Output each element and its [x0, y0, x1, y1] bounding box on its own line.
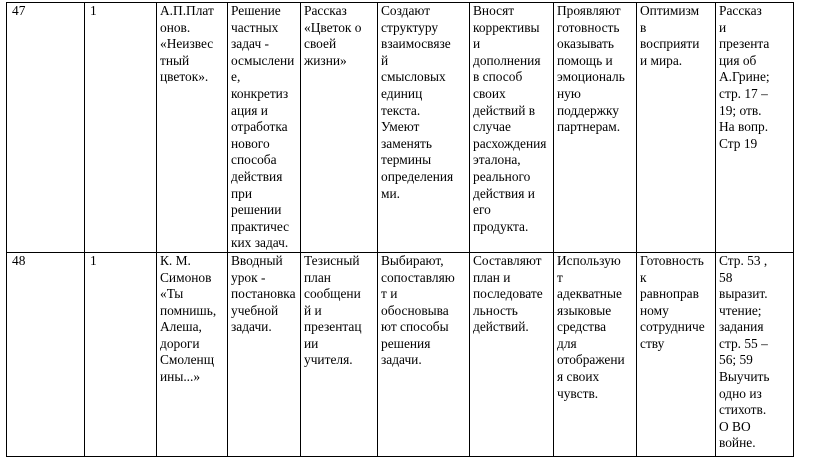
personal-outcome: Готовность к равноправ ному сотрудниче ству [640, 252, 705, 351]
communicative-cell [554, 3, 637, 253]
lesson-type-cell [228, 252, 301, 456]
lesson-plan-table [6, 2, 794, 457]
hours-count: 1 [90, 3, 97, 18]
homework-cell [716, 252, 794, 456]
communicative-cell [554, 252, 637, 456]
personal-cell [637, 3, 716, 253]
cognitive-outcome: Создают структуру взаимосвязе й смысловых единиц текста. Умеют заменять термины определения ми. [381, 3, 454, 201]
lesson-type: Вводный урок - постановка учебной задачи. [231, 252, 296, 335]
lesson-number-cell [7, 252, 85, 456]
personal-cell [637, 252, 716, 456]
lesson-type-cell [228, 3, 301, 253]
homework-text: Стр. 53 , 58 выразит. чтение; задания стр. 55 – 56; 59 Выучить одно из стихотв. О ВО войне. [719, 252, 770, 451]
lesson-activity: Тезисный план сообщени й и презентац ии учителя. [304, 252, 362, 368]
homework-cell [716, 3, 794, 253]
regulatory-outcome: Составляют план и последовате льность действий. [473, 252, 543, 335]
hours-count: 1 [90, 252, 97, 268]
lesson-topic: К. М. Симонов «Ты помнишь, Алеша, дороги Смоленщ ины...» [160, 252, 217, 385]
hours-cell [85, 3, 157, 253]
lesson-activity: Рассказ «Цветок о своей жизни» [304, 3, 362, 68]
topic-cell [157, 3, 228, 253]
topic-cell [157, 252, 228, 456]
table-row [7, 252, 794, 456]
communicative-outcome: Проявляют готовность оказывать помощь и эмоциональ ную поддержку партнерам. [557, 3, 625, 135]
communicative-outcome: Использую т адекватные языковые средства для отображени я своих чувств. [557, 252, 625, 401]
cognitive-outcome: Выбирают, сопоставляю т и обосновыва ют способы решения задачи. [381, 252, 455, 368]
cognitive-cell [378, 3, 470, 253]
regulatory-cell [470, 3, 554, 253]
lesson-topic: А.П.Плат онов. «Неизвес тный цветок». [160, 3, 214, 85]
lesson-type: Решение частных задач - осмыслени е, конкретиз ация и отработка нового способа действия при решении практичес ких задач. [231, 3, 295, 251]
table-row [7, 3, 794, 253]
regulatory-cell [470, 252, 554, 456]
personal-outcome: Оптимизм в восприяти и мира. [640, 3, 700, 68]
lesson-number: 48 [12, 252, 26, 268]
activity-cell [301, 3, 378, 253]
lesson-number-cell [7, 3, 85, 253]
homework-text: Рассказ и презента ция об А.Грине; стр. 17 – 19; отв. На вопр. Стр 19 [719, 3, 770, 151]
regulatory-outcome: Вносят коррективы и дополнения в способ своих действий в случае расхождения эталона, реального действия и его продукта. [473, 3, 547, 234]
lesson-number: 47 [12, 3, 26, 18]
hours-cell [85, 252, 157, 456]
cognitive-cell [378, 252, 470, 456]
activity-cell [301, 252, 378, 456]
